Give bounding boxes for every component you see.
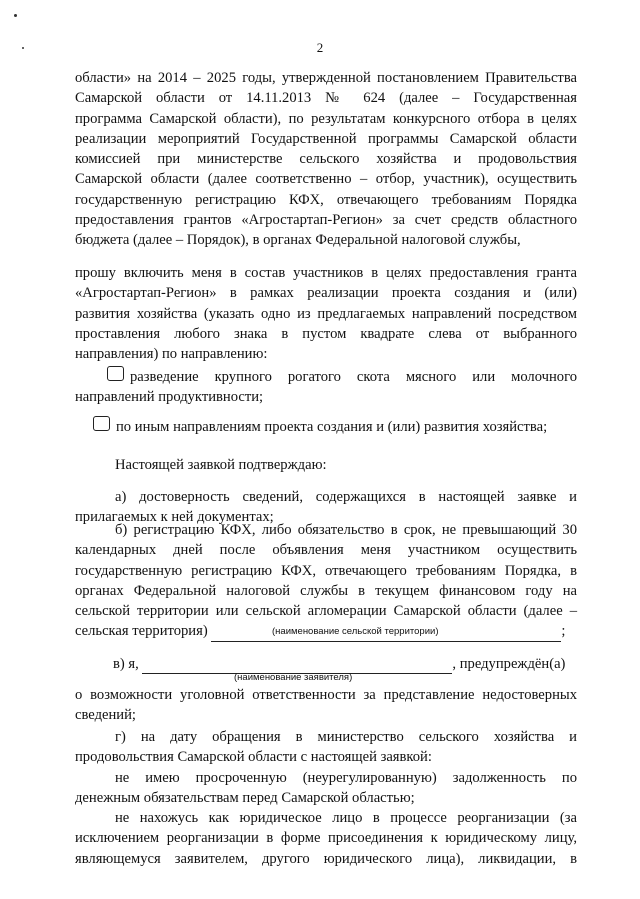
direction-option-other (75, 416, 577, 437)
direction-checkbox-other[interactable] (93, 416, 110, 431)
item-v-continued (75, 685, 577, 726)
text-line: сведений; (75, 707, 136, 724)
text-line: реализации мероприятий Государственной программы Самарской области (75, 130, 577, 147)
text-line: не имею просроченную (неурегулированную) задолженность по (115, 769, 577, 786)
text-line: о возможности уголовной ответственности за представление недостоверных (75, 687, 577, 703)
text-line: являющемуся заявителем, другого юридического лица), ликвидации, в (75, 850, 577, 867)
text-line: бюджета (далее – Порядок), в органах Федеральной налоговой службы, (75, 232, 521, 249)
text-line: сельской территории или сельской агломерации Самарской области (далее – (75, 603, 577, 620)
text-line: сельская территория) ; (75, 621, 577, 641)
territory-caption: (наименование сельской территории) (272, 626, 439, 637)
text-line: б) регистрацию КФХ, либо обязательство в срок, не превышающий 30 (115, 522, 577, 538)
applicant-caption: (наименование заявителя) (234, 672, 353, 683)
text-line: Самарской области (далее соответственно – отбор, участник), осуществить (75, 171, 577, 188)
text-line: «Агростартап-Регион» в рамках реализации проекта создания и (или) (75, 285, 577, 302)
scan-speck (14, 14, 17, 17)
confirm-heading: Настоящей заявкой подтверждаю: (115, 457, 327, 473)
item-b (75, 520, 577, 642)
text-line: не нахожусь как юридическое лицо в процессе реорганизации (за (115, 810, 577, 827)
text-line: программа Самарской области), по результатам конкурсного отбора в целях (75, 110, 577, 127)
text-line: направлений продуктивности; (75, 389, 264, 406)
direction-option-cattle (75, 366, 577, 408)
text-line: проставления любого знака в пустом квадрате слева от выбранного (75, 325, 577, 342)
text-line: прилагаемых к ней документах; (75, 509, 274, 526)
text-line: исключением реорганизации в форме присоединения к юридическому лицу, (75, 830, 577, 847)
intro-paragraph (75, 68, 577, 251)
text-line: а) достоверность сведений, содержащихся в настоящей заявке и (115, 489, 577, 505)
text-line: г) на дату обращения в министерство сельского хозяйства и (115, 729, 577, 745)
text-line: органах Федеральной налоговой службы в текущем финансовом году на (75, 582, 577, 599)
text-line: государственную регистрацию КФХ, отвечающего требованиям Порядка, в (75, 562, 577, 579)
request-paragraph (75, 263, 577, 364)
text-line: области» на 2014 – 2025 годы, утвержденной постановлением Правительства (75, 70, 577, 86)
direction-checkbox-cattle[interactable] (107, 366, 124, 381)
text-line: комиссией при министерстве сельского хозяйства и продовольствия (75, 151, 577, 168)
text-line: денежным обязательствам перед Самарской областью; (75, 789, 415, 806)
text-line: по иным направлениям проекта создания и (или) развития хозяйства; (116, 419, 548, 435)
item-g (75, 727, 577, 869)
text-line: государственную регистрацию КФХ, отвечающего требованиям Порядка (75, 191, 577, 208)
text-line: продовольствия Самарской области с настоящей заявкой: (75, 749, 432, 766)
text-line: Самарской области от 14.11.2013 № 624 (далее – Государственная (75, 90, 577, 107)
text-line: разведение крупного рогатого скота мясного или молочного (130, 369, 577, 385)
text-line: прошу включить меня в состав участников в целях предоставления гранта (75, 265, 577, 281)
text-line: развития хозяйства (указать одно из предлагаемых направлений посредством (75, 305, 577, 322)
text-line: предоставления грантов «Агростартап-Регион» за счет средств областного (75, 212, 577, 229)
text-line: направления) по направлению: (75, 346, 268, 363)
text-line: календарных дней после объявления меня участником осуществить (75, 542, 577, 559)
text-line: в) я, , предупреждён(а) (75, 654, 577, 674)
page-number: 2 (316, 40, 324, 55)
